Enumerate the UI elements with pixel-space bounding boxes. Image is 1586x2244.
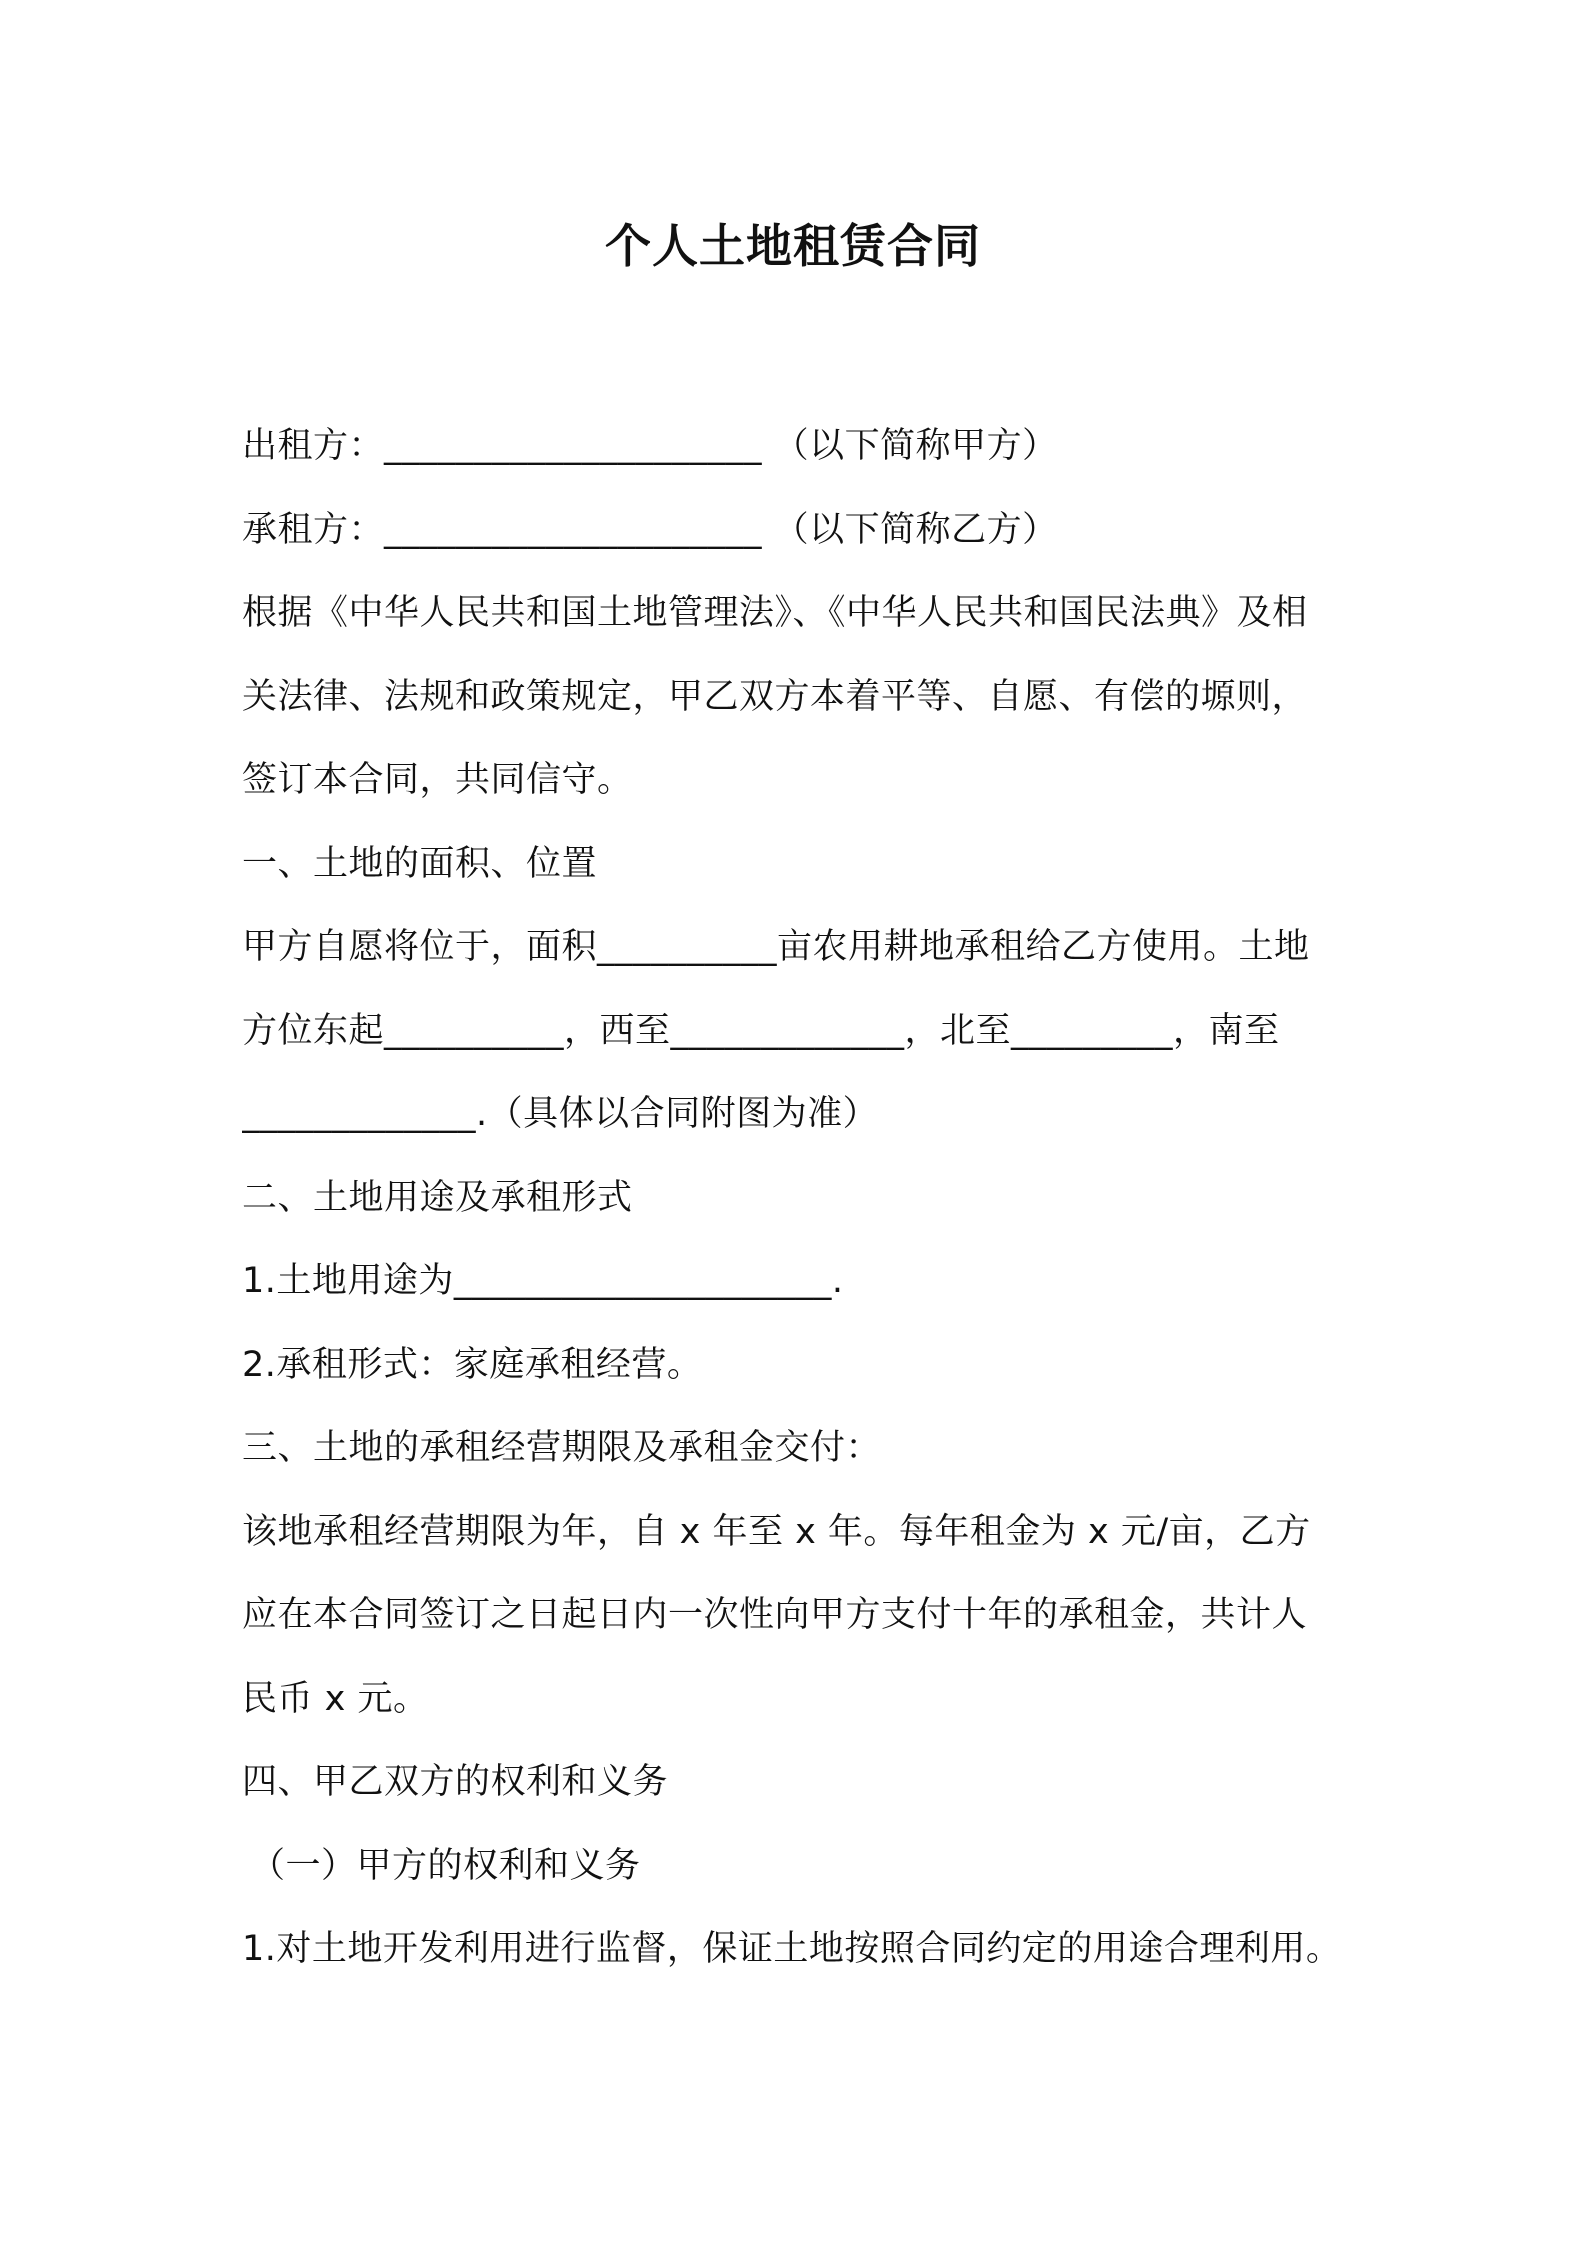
section-heading-4: 四、甲乙双方的权利和义务 <box>242 1762 669 1802</box>
lease-form-line: 2.承租形式：家庭承租经营。 <box>242 1344 703 1385</box>
area-location-line-3: _____________.（具体以合同附图为准） <box>242 1094 879 1134</box>
lessee-line: 承租方：_____________________ （以下简称乙方） <box>242 509 1058 550</box>
party-a-duty-line-1: 1.对土地开发利用进行监督，保证土地按照合同约定的用途合理利用。 <box>242 1929 1342 1969</box>
area-location-line-1: 甲方自愿将位于，面积__________亩农用耕地承租给乙方使用。土地 <box>242 927 1310 967</box>
preamble-line-3: 签订本合同，共同信守。 <box>242 760 633 800</box>
term-rent-line-2: 应在本合同签订之日起日内一次性向甲方支付十年的承租金，共计人 <box>242 1595 1308 1635</box>
preamble-line-2: 关法律、法规和政策规定，甲乙双方本着平等、自愿、有偿的塬则， <box>242 676 1308 717</box>
term-rent-line-3: 民币 x 元。 <box>242 1678 429 1719</box>
preamble-line-1: 根据《中华人民共和国土地管理法》、《中华人民共和国民法典》及相 <box>242 593 1308 633</box>
area-location-line-2: 方位东起__________，西至_____________，北至_________，南至 <box>242 1010 1280 1051</box>
section-heading-2: 二、土地用途及承租形式 <box>242 1177 633 1218</box>
section-heading-3: 三、土地的承租经营期限及承租金交付： <box>242 1428 882 1468</box>
section-heading-1: 一、土地的面积、位置 <box>242 843 598 884</box>
land-use-line: 1.土地用途为_____________________. <box>242 1261 844 1301</box>
document-title: 个人土地租赁合同 <box>605 219 981 273</box>
lessor-line: 出租方：_____________________ （以下简称甲方） <box>242 426 1058 466</box>
document-body <box>242 405 1372 1992</box>
subsection-heading-1: （一）甲方的权利和义务 <box>250 1845 641 1886</box>
term-rent-line-1: 该地承租经营期限为年，自 x 年至 x 年。每年租金为 x 元/亩，乙方 <box>242 1511 1311 1552</box>
